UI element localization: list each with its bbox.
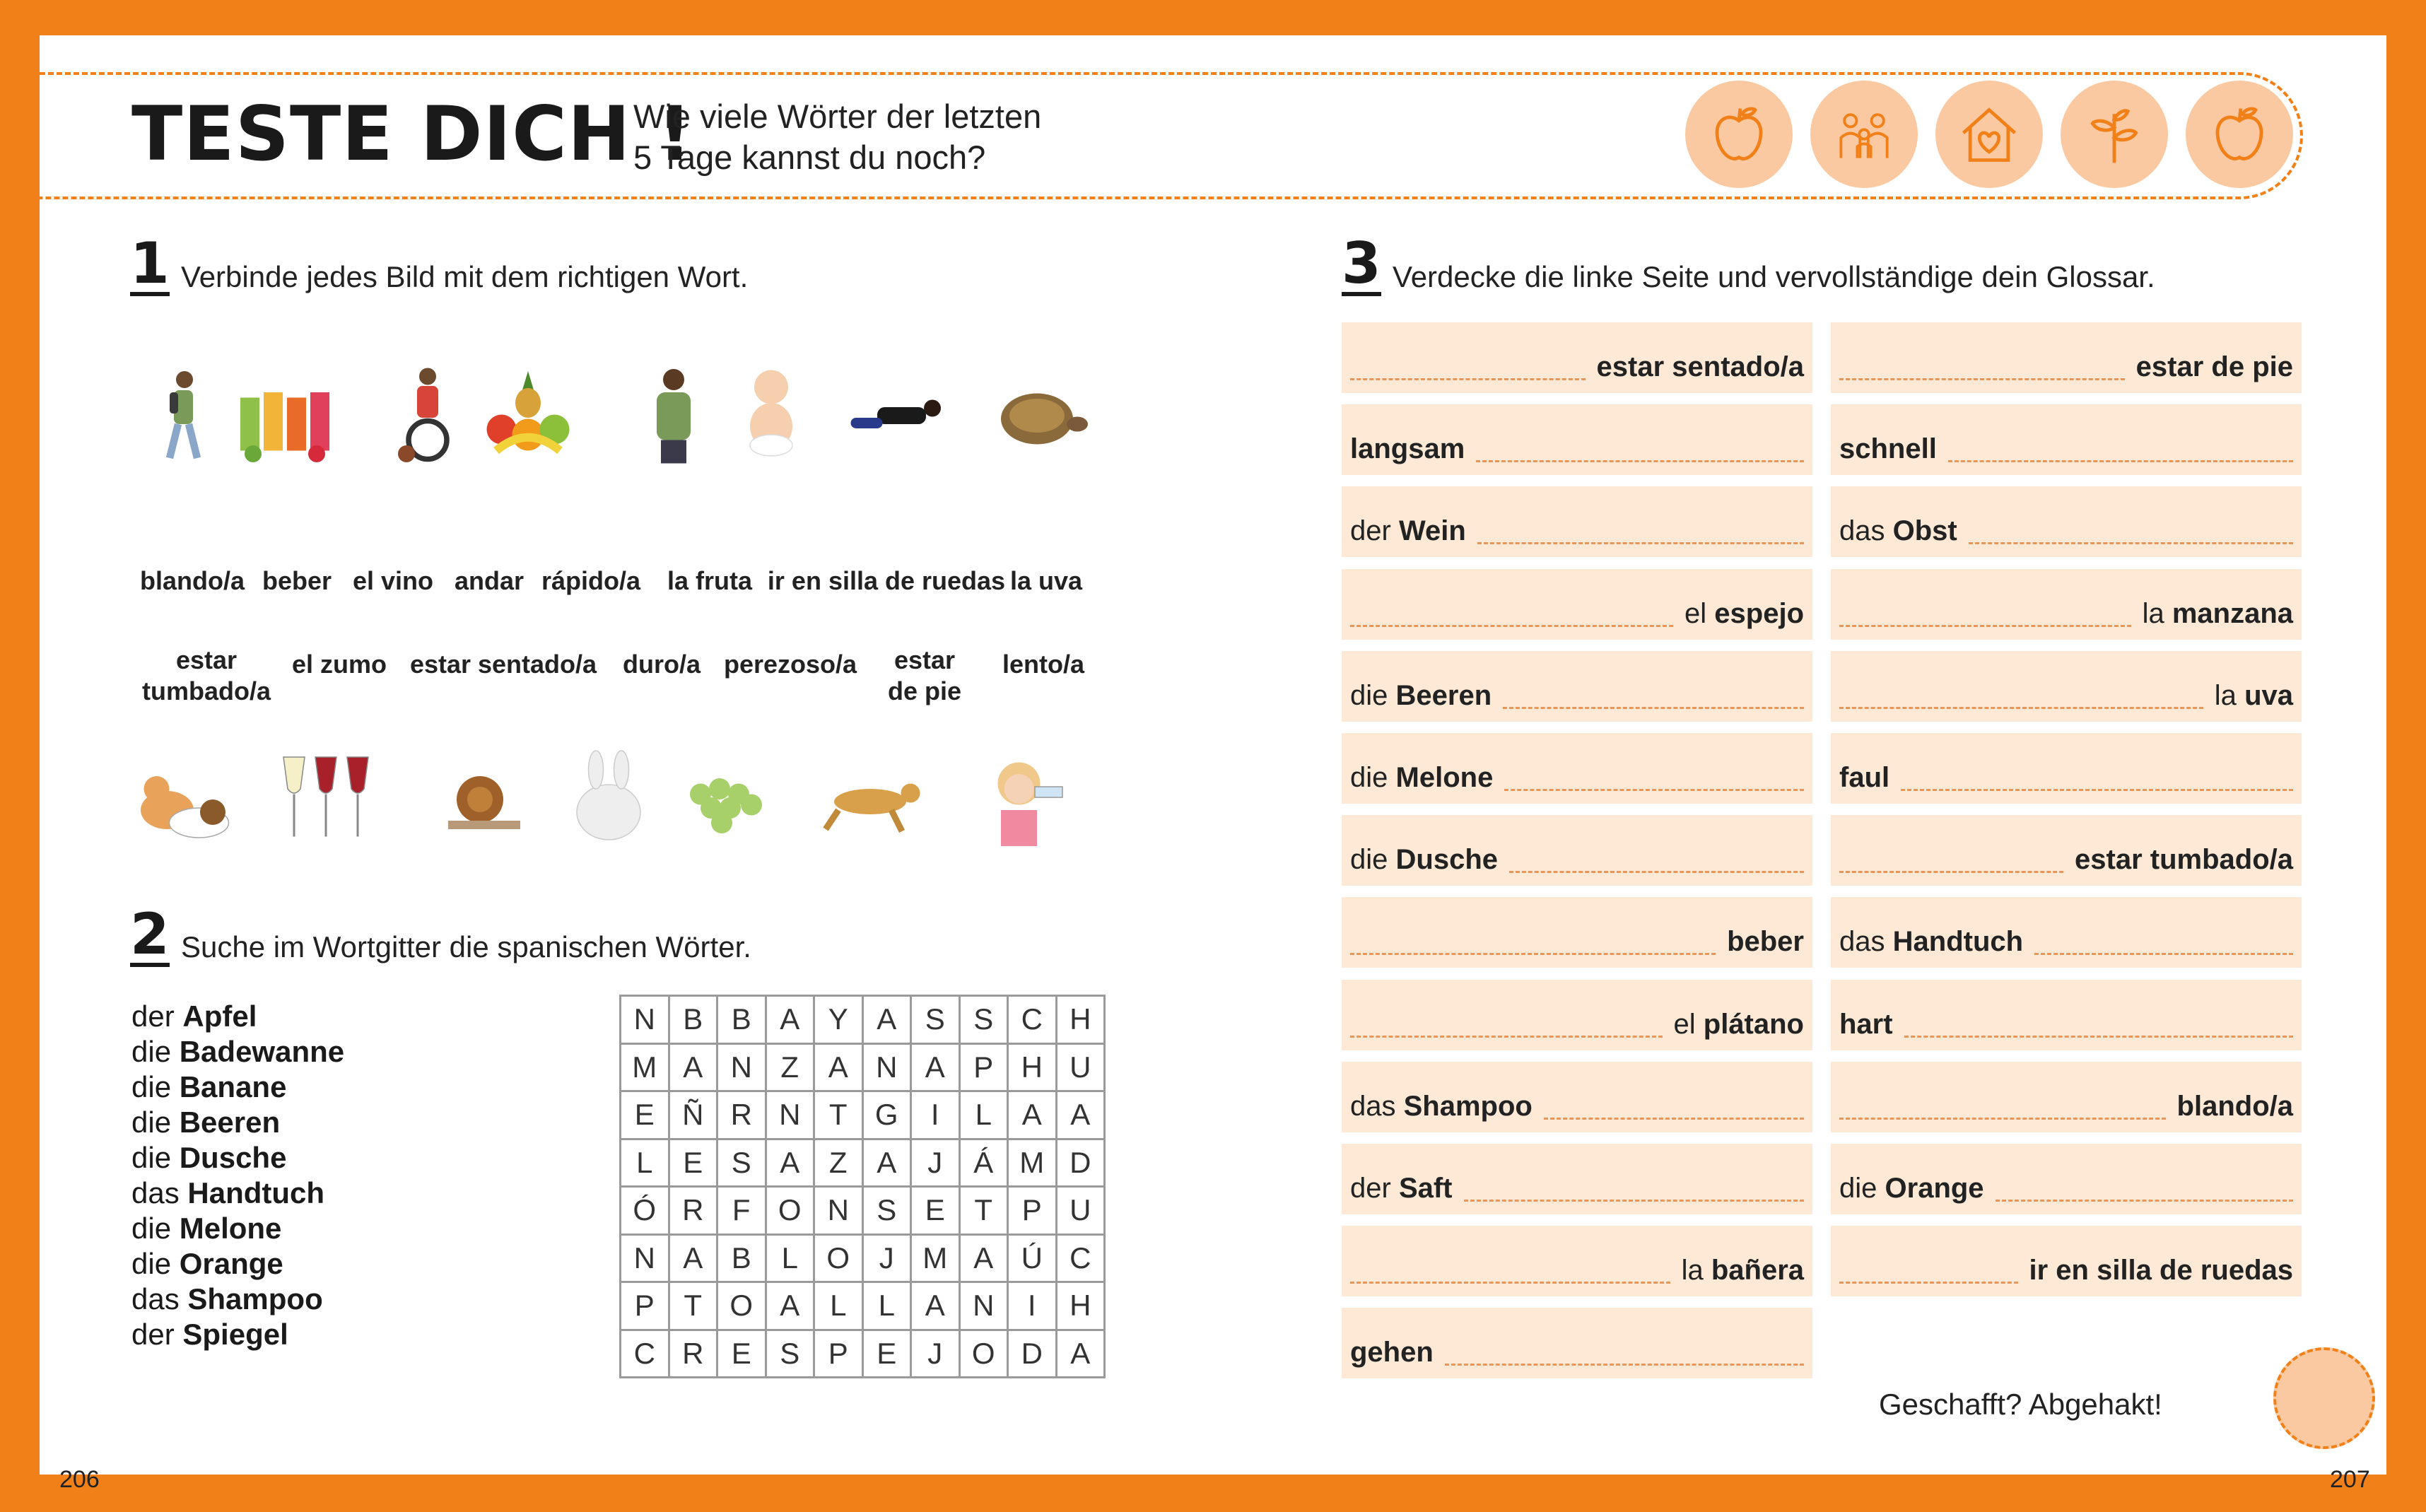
glossary-cell [1831,1144,2302,1214]
grid-cell[interactable]: J [862,1234,911,1282]
match-word: andar [454,566,525,595]
glossary-word: Orange [1885,1173,1984,1204]
glossary-cell [1831,651,2302,722]
answer-line[interactable] [1839,871,2063,873]
grid-cell[interactable]: Z [814,1139,863,1187]
section-2-number: 2 [130,901,170,967]
glossary-word: Dusche [1395,844,1499,876]
match-word: duro/a [622,650,701,679]
word-list-item [131,1069,344,1105]
grid-cell[interactable]: T [959,1187,1008,1235]
house-heart-icon [1935,81,2043,188]
answer-line[interactable] [1350,1036,1663,1038]
grid-cell[interactable]: J [911,1330,960,1378]
glossary-cell [1342,1308,1812,1378]
glossary-word: uva [2244,679,2293,711]
grid-cell[interactable]: O [766,1187,814,1235]
glossary-article: der [1350,1173,1391,1204]
grid-cell[interactable]: A [959,1234,1008,1282]
glossary-word: faul [1839,762,1890,793]
apple-icon [1685,81,1793,188]
answer-line[interactable] [1350,1282,1670,1284]
grid-cell[interactable]: B [669,996,717,1044]
answer-line[interactable] [1996,1200,2293,1202]
word-noun: Melone [179,1212,282,1245]
word-article: der [131,1000,183,1033]
grid-cell[interactable]: N [621,996,669,1044]
grid-cell[interactable]: S [862,1187,911,1235]
glossary-word: beber [1727,926,1804,958]
grid-cell[interactable]: N [766,1091,814,1139]
glossary-label [1839,1009,1893,1041]
glossary-article: die [1839,1173,1877,1204]
glossary-label [1350,433,1465,465]
word-article: das [131,1282,188,1315]
match-word: el zumo [291,650,387,679]
glossary-label [1727,926,1804,958]
glossary-article: die [1350,679,1388,711]
grid-cell[interactable]: E [717,1330,766,1378]
grid-cell[interactable]: O [959,1330,1008,1378]
glossary-word: Beeren [1395,679,1492,711]
done-label: Geschafft? Abgehakt! [1879,1388,2162,1421]
glossary-cell [1342,815,1812,886]
match-word: estar sentado/a [409,650,597,679]
glossary-cell [1342,1062,1812,1132]
standing-man-image [621,361,727,467]
answer-line[interactable] [1350,625,1673,627]
glossary-word: Wein [1398,515,1466,547]
answer-line[interactable] [1839,625,2131,627]
page-number-right: 207 [2330,1466,2370,1493]
glossary-word: Saft [1398,1173,1453,1204]
grid-cell[interactable]: P [959,1043,1008,1091]
leopard-image [817,746,923,852]
grid-cell[interactable]: A [862,996,911,1044]
grid-cell[interactable]: R [669,1187,717,1235]
word-list-item [131,1034,344,1069]
glossary-cell [1342,486,1812,557]
glossary-label [2136,351,2293,383]
grid-cell[interactable]: H [1056,996,1105,1044]
word-list [131,999,344,1352]
glossary-article: der [1350,515,1391,547]
grid-row [621,1139,1105,1187]
grid-cell[interactable]: R [669,1330,717,1378]
glossary-article: el [1684,597,1707,629]
answer-line[interactable] [1504,789,1804,791]
glossary-cell [1342,1144,1812,1214]
word-noun: Apfel [182,1000,257,1033]
word-noun: Beeren [179,1106,281,1139]
grid-row [621,1234,1105,1282]
fruit-pile-image [475,361,581,467]
glossary-word: blando/a [2176,1090,2293,1122]
glossary-word: plátano [1703,1008,1804,1040]
grid-cell[interactable]: N [814,1187,863,1235]
grid-cell[interactable]: N [862,1043,911,1091]
glossary-cell [1831,733,2302,804]
glossary-cell [1831,1226,2302,1296]
grid-cell[interactable]: E [621,1091,669,1139]
book-spread [40,35,2386,1493]
word-article: die [131,1070,180,1103]
glossary-cell [1342,322,1812,393]
match-word: estar de pie [887,645,962,705]
glossary-label [1839,515,1957,547]
glossary-word: manzana [2172,597,2293,629]
juice-glasses-image [232,361,338,467]
word-article: das [131,1176,188,1209]
grid-cell[interactable]: A [862,1139,911,1187]
glossary-cell [1342,733,1812,804]
section-1-number: 1 [130,230,170,296]
grid-cell[interactable]: D [1008,1330,1057,1378]
grid-cell[interactable]: N [621,1234,669,1282]
glossary-word: Obst [1892,515,1957,547]
answer-line[interactable] [1476,460,1804,462]
glossary-label [1839,762,1889,794]
grid-cell[interactable]: G [862,1091,911,1139]
word-article: die [131,1106,180,1139]
grid-cell[interactable]: P [621,1282,669,1330]
glossary-article: das [1839,926,1885,958]
grid-cell[interactable]: E [862,1330,911,1378]
word-article: die [131,1141,180,1174]
answer-line[interactable] [1464,1200,1804,1202]
glossary-label [2215,680,2293,712]
answer-line[interactable] [1544,1118,1804,1120]
grid-cell[interactable]: R [717,1091,766,1139]
glossary-word: langsam [1350,433,1465,465]
grid-cell[interactable]: I [911,1091,960,1139]
grid-cell[interactable]: A [766,996,814,1044]
glossary-word: estar de pie [2135,351,2293,382]
glossary-label [1350,762,1493,794]
grid-cell[interactable]: A [766,1282,814,1330]
grid-cell[interactable]: M [621,1043,669,1091]
answer-line[interactable] [1350,953,1716,955]
grid-row [621,1330,1105,1378]
snail-image [427,746,533,852]
glossary-word: Handtuch [1892,926,2024,958]
grid-cell[interactable]: C [1008,996,1057,1044]
word-article: die [131,1247,180,1280]
grid-cell[interactable]: A [1056,1091,1105,1139]
grid-cell[interactable]: Y [814,996,863,1044]
grid-cell[interactable]: A [814,1043,863,1091]
glossary-cell [1342,1226,1812,1296]
word-list-item [131,1140,344,1176]
grid-cell[interactable]: S [717,1139,766,1187]
glossary-label [2075,844,2293,876]
family-icon [1810,81,1918,188]
word-article: die [131,1212,180,1245]
answer-line[interactable] [1948,460,2293,462]
grapes-image [669,746,775,852]
word-list-item [131,1282,344,1317]
apple-icon [2186,81,2293,188]
rabbit-image [556,746,662,852]
glossary-label [1350,1091,1533,1123]
glossary-label [1839,926,2023,958]
page-number-left: 206 [59,1466,100,1493]
tortoise-image [984,361,1090,467]
glossary-cell [1342,897,1812,968]
done-checkbox[interactable] [2273,1347,2375,1449]
section-1-instruction: Verbinde jedes Bild mit dem richtigen Wort. [181,260,749,293]
baby-image [718,361,824,467]
glossary-cell [1831,897,2302,968]
grid-cell[interactable]: Ó [621,1187,669,1235]
grid-cell[interactable]: C [621,1330,669,1378]
word-noun: Dusche [179,1141,287,1174]
match-word: ir en silla de ruedas [767,566,1006,595]
answer-line[interactable] [1350,378,1586,380]
grid-cell[interactable]: L [959,1091,1008,1139]
answer-line[interactable] [1901,789,2293,791]
match-word: beber [262,566,332,595]
grid-cell[interactable]: H [1056,1282,1105,1330]
grid-cell[interactable]: Z [766,1043,814,1091]
glossary-label [1682,1255,1804,1287]
answer-line[interactable] [1509,871,1804,873]
answer-line[interactable] [1839,1118,2166,1120]
grid-cell[interactable]: H [1008,1043,1057,1091]
grid-cell[interactable]: T [669,1282,717,1330]
glossary-article: die [1350,844,1388,876]
glossary-word: espejo [1714,597,1804,629]
glossary-label [2177,1091,2293,1123]
grid-cell[interactable]: P [1008,1187,1057,1235]
word-list-item [131,1176,344,1211]
grid-cell[interactable]: L [862,1282,911,1330]
grid-cell[interactable]: I [1008,1282,1057,1330]
child-drinking-image [971,746,1077,852]
grid-cell[interactable]: B [717,996,766,1044]
grid-cell[interactable]: O [717,1282,766,1330]
match-word: perezoso/a [723,650,857,679]
grid-cell[interactable]: C [1056,1234,1105,1282]
glossary-label [1350,680,1492,712]
glossary-cell [1831,322,2302,393]
word-article: die [131,1035,180,1068]
glossary-label [2143,598,2293,630]
answer-line[interactable] [1839,1282,2018,1284]
match-word: el vino [352,566,434,595]
glossary-label [1839,1173,1984,1205]
grid-cell[interactable]: A [669,1234,717,1282]
grid-cell[interactable]: F [717,1187,766,1235]
word-list-item [131,999,344,1034]
answer-line[interactable] [1477,542,1804,544]
glossary-label [1350,1337,1434,1369]
grid-cell[interactable]: U [1056,1187,1105,1235]
grid-row [621,1091,1105,1139]
word-list-item [131,1317,344,1352]
grid-cell[interactable]: O [814,1234,863,1282]
answer-line[interactable] [1969,542,2293,544]
glossary-label [1839,433,1937,465]
word-list-item [131,1211,344,1246]
word-noun: Badewanne [179,1035,345,1068]
answer-line[interactable] [1445,1364,1804,1366]
lying-woman-image [845,361,951,467]
glossary-word: estar sentado/a [1596,351,1804,382]
glossary-article: la [2214,679,2237,711]
glossary-label [1350,1173,1453,1205]
match-word: blando/a [139,566,245,595]
glossary-label [1684,598,1804,630]
answer-line[interactable] [1503,707,1804,709]
glossary-cell [1831,980,2302,1050]
word-list-item [131,1105,344,1140]
plant-icon [2061,81,2168,188]
grid-cell[interactable]: E [669,1139,717,1187]
glossary-article: la [2142,597,2164,629]
glossary-label [1674,1009,1805,1041]
glossary-article: das [1350,1090,1396,1122]
glossary-word: ir en silla de ruedas [2029,1255,2293,1287]
grid-cell[interactable]: N [959,1282,1008,1330]
wine-glasses-image [273,746,379,852]
grid-cell[interactable]: N [717,1043,766,1091]
answer-line[interactable] [1904,1036,2293,1038]
match-word: la uva [1009,566,1083,595]
word-list-item [131,1246,344,1282]
glossary-word: hart [1839,1008,1893,1040]
glossary-cell [1342,980,1812,1050]
wheelchair-person-image [375,361,481,467]
glossary-article: die [1350,762,1388,793]
glossary-word: schnell [1839,433,1937,465]
grid-cell[interactable]: T [814,1091,863,1139]
glossary-article: la [1681,1255,1704,1287]
match-word: lento/a [1002,650,1084,679]
grid-row [621,1043,1105,1091]
glossary-article: das [1839,515,1885,547]
glossary-cell [1342,569,1812,640]
grid-cell[interactable]: Á [959,1139,1008,1187]
glossary-word: Melone [1395,762,1494,793]
grid-cell[interactable]: B [717,1234,766,1282]
glossary-cell [1831,404,2302,475]
grid-cell[interactable]: Ú [1008,1234,1057,1282]
glossary-label [1350,844,1498,876]
grid-cell[interactable]: M [1008,1139,1057,1187]
walking-person-image [131,361,238,467]
grid-cell[interactable]: A [911,1043,960,1091]
grid-cell[interactable]: M [911,1234,960,1282]
grid-cell[interactable]: D [1056,1139,1105,1187]
match-word: la fruta [667,566,753,595]
glossary-word: gehen [1350,1337,1434,1369]
grid-cell[interactable]: A [669,1043,717,1091]
word-noun: Shampoo [187,1282,323,1315]
grid-row [621,1282,1105,1330]
grid-cell[interactable]: S [911,996,960,1044]
page-title: TESTE DICH ! [131,90,693,177]
grid-cell[interactable]: L [621,1139,669,1187]
cat-and-dog-image [130,746,236,852]
grid-cell[interactable]: E [911,1187,960,1235]
glossary-cell [1831,569,2302,640]
grid-cell[interactable]: S [959,996,1008,1044]
match-word: estar tumbado/a [141,645,271,705]
glossary-word: bañera [1711,1255,1804,1287]
word-noun: Handtuch [187,1176,325,1209]
glossary-label [2029,1255,2294,1287]
answer-line[interactable] [1839,707,2203,709]
glossary-cell [1831,1062,2302,1132]
section-2-instruction: Suche im Wortgitter die spanischen Wörter. [181,930,751,963]
glossary-cell [1342,404,1812,475]
section-3-number: 3 [1342,230,1381,296]
word-search-grid [619,995,1106,1378]
grid-cell[interactable]: Ñ [669,1091,717,1139]
grid-cell[interactable]: L [814,1282,863,1330]
glossary-label [1350,515,1466,547]
glossary-cell [1831,486,2302,557]
glossary-cell [1831,815,2302,886]
grid-cell[interactable]: A [766,1139,814,1187]
glossary-cell [1342,651,1812,722]
grid-cell[interactable]: A [911,1282,960,1330]
grid-cell[interactable]: P [814,1330,863,1378]
grid-cell[interactable]: A [1008,1091,1057,1139]
word-article: der [131,1318,183,1351]
grid-cell[interactable]: S [766,1330,814,1378]
grid-cell[interactable]: L [766,1234,814,1282]
word-noun: Orange [179,1247,283,1280]
word-noun: Spiegel [182,1318,288,1351]
glossary-word: estar tumbado/a [2075,844,2293,876]
answer-line[interactable] [1839,378,2125,380]
glossary-label [1597,351,1804,383]
word-noun: Banane [179,1070,287,1103]
grid-cell[interactable]: A [1056,1330,1105,1378]
grid-cell[interactable]: U [1056,1043,1105,1091]
match-word: rápido/a [541,566,641,595]
glossary-article: el [1673,1008,1696,1040]
answer-line[interactable] [2034,953,2293,955]
grid-cell[interactable]: J [911,1139,960,1187]
glossary-word: Shampoo [1403,1090,1533,1122]
section-3-instruction: Verdecke die linke Seite und vervollständige dein Glossar. [1393,260,2155,293]
grid-row [621,996,1105,1044]
grid-row [621,1187,1105,1235]
page-subtitle: Wie viele Wörter der letzten 5 Tage kannst du noch? [633,98,1042,176]
